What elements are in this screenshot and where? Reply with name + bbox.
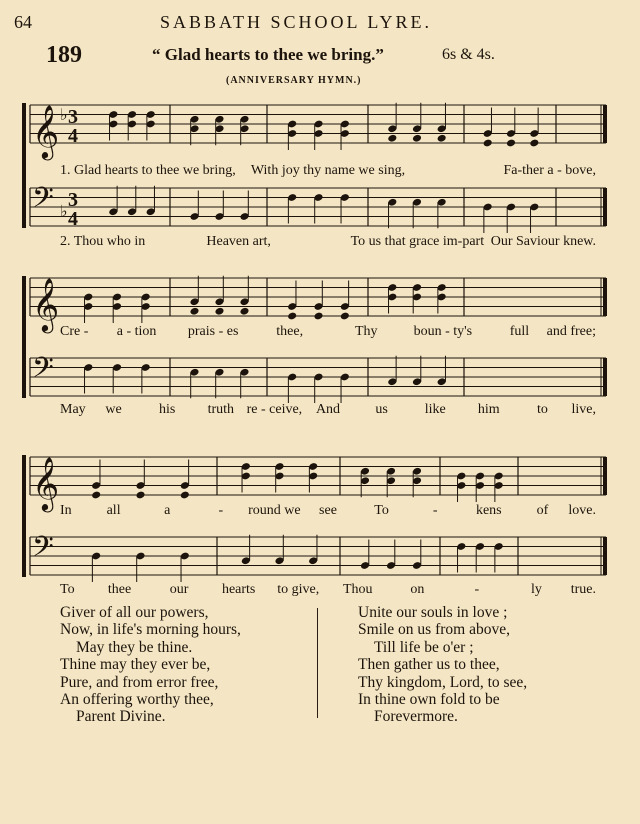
lyric-syllable: round we	[248, 503, 301, 518]
time-signature-denominator: 4	[68, 208, 78, 230]
lyric-syllable: In	[60, 503, 72, 518]
system-bracket	[22, 455, 26, 577]
lyric-syllable: his	[159, 402, 176, 417]
flat-icon: ♭	[60, 201, 68, 221]
lyric-syllable: like	[424, 402, 446, 417]
lyric-syllable: boun - ty's	[413, 324, 473, 339]
verse-line: Parent Divine.	[76, 708, 166, 726]
lyric-syllable: thee,	[276, 324, 304, 339]
lyric-syllable: see	[319, 503, 337, 518]
verse-column-left	[60, 604, 241, 726]
lyric-syllable: 2. Thou who in	[60, 234, 146, 249]
lyric-syllable: To	[374, 503, 389, 518]
lyric-syllable: us	[375, 402, 388, 417]
verse-line: Giver of all our powers,	[60, 604, 209, 621]
verse-line: Now, in life's morning hours,	[60, 621, 241, 639]
final-bar	[603, 188, 607, 226]
page-number: 64	[14, 12, 32, 32]
time-signature-numerator: 3	[68, 189, 78, 211]
verse-column-right	[358, 604, 527, 726]
note-head	[340, 312, 350, 321]
hymn-subtitle: (ANNIVERSARY HYMN.)	[226, 75, 362, 86]
lyric-syllable: him	[477, 402, 500, 417]
final-bar	[603, 457, 607, 495]
lyric-syllable: Cre -	[60, 324, 89, 339]
lyric-syllable: truth	[207, 402, 235, 417]
note-head	[506, 139, 516, 148]
system-bracket	[22, 276, 26, 398]
treble-clef-icon: 𝄞	[32, 277, 60, 331]
note-head	[135, 491, 145, 500]
lyric-syllable: And	[315, 402, 341, 417]
lyric-syllable: To	[60, 582, 75, 597]
lyric-syllable: ly	[530, 582, 542, 597]
flat-icon: ♭	[60, 105, 68, 125]
note-head	[412, 134, 422, 143]
running-title: SABBATH SCHOOL LYRE.	[160, 12, 433, 32]
final-bar	[603, 358, 607, 396]
verse-line: Thine may they ever be,	[60, 656, 211, 674]
final-bar	[603, 105, 607, 143]
lyric-syllable: Thou	[342, 582, 373, 597]
lyric-syllable: of	[536, 503, 549, 518]
lyric-syllable: on	[410, 582, 425, 597]
lyric-syllable: kens	[475, 503, 502, 518]
treble-clef-icon: 𝄞	[32, 104, 60, 158]
lyric-syllable: re - ceive,	[246, 402, 303, 417]
lyric-syllable: Fa-ther a - bove,	[503, 163, 596, 178]
lyric-syllable: -	[218, 503, 224, 518]
bass-clef-icon: 𝄢	[32, 530, 54, 571]
lyric-syllable: -	[432, 503, 438, 518]
lyric-syllable: a	[164, 503, 171, 518]
note-head	[287, 312, 297, 321]
verse-line: May they be thine.	[76, 638, 193, 656]
verse-line: Smile on us from above,	[358, 621, 510, 639]
note-head	[189, 307, 199, 316]
verse-line: Till life be o'er ;	[374, 638, 474, 656]
lyric-syllable: thee	[107, 582, 132, 597]
lyric-syllable: our	[169, 582, 189, 597]
lyric-syllable: all	[106, 503, 121, 518]
final-bar	[603, 537, 607, 575]
system-bracket	[22, 103, 26, 228]
note-head	[180, 491, 190, 500]
lyric-syllable: we	[105, 402, 122, 417]
note-head	[437, 134, 447, 143]
note-head	[313, 312, 323, 321]
hymn-meter: 6s & 4s.	[442, 46, 495, 63]
bass-clef-icon: 𝄢	[32, 351, 54, 392]
hymn-title: “ Glad hearts to thee we bring.”	[152, 45, 384, 64]
lyric-syllable: With joy thy name we sing,	[250, 163, 406, 178]
lyric-syllable: love.	[568, 503, 596, 518]
lyric-syllable: prais - es	[187, 324, 239, 339]
lyric-syllable: to give,	[277, 582, 320, 597]
lyric-syllable: Our Saviour knew.	[490, 234, 596, 249]
lyric-syllable: To us that grace im-part	[350, 234, 485, 249]
lyric-syllable: to	[536, 402, 548, 417]
note-head	[239, 307, 249, 316]
lyric-syllable: hearts	[221, 582, 256, 597]
verse-line: Forevermore.	[374, 708, 458, 726]
lyric-syllable: and free;	[546, 324, 596, 339]
note-head	[214, 307, 224, 316]
time-signature-denominator: 4	[68, 125, 78, 147]
lyric-syllable: a - tion	[116, 324, 157, 339]
treble-clef-icon: 𝄞	[32, 456, 60, 510]
lyric-syllable: full	[509, 324, 530, 339]
verse-line: Thy kingdom, Lord, to see,	[358, 673, 528, 691]
lyric-syllable: May	[60, 402, 86, 417]
lyric-syllable: Thy	[355, 324, 378, 339]
final-bar	[603, 278, 607, 316]
hymn-number: 189	[46, 42, 82, 68]
verse-divider	[317, 608, 318, 718]
lyric-syllable: -	[474, 582, 480, 597]
note-head	[387, 134, 397, 143]
lyric-syllable: Heaven art,	[206, 234, 271, 249]
note-head	[483, 139, 493, 148]
lyric-syllable: true.	[570, 582, 596, 597]
verse-line: Pure, and from error free,	[60, 673, 219, 691]
note-head	[529, 139, 539, 148]
verse-line: An offering worthy thee,	[60, 691, 214, 709]
bass-clef-icon: 𝄢	[32, 181, 54, 222]
verse-line: Unite our souls in love ;	[358, 604, 508, 621]
note-head	[91, 491, 101, 500]
lyric-syllable: 1. Glad hearts to thee we bring,	[60, 163, 236, 178]
time-signature-numerator: 3	[68, 106, 78, 128]
verse-line: In thine own fold to be	[358, 691, 500, 709]
verse-line: Then gather us to thee,	[358, 656, 500, 674]
lyric-syllable: live,	[571, 402, 596, 417]
